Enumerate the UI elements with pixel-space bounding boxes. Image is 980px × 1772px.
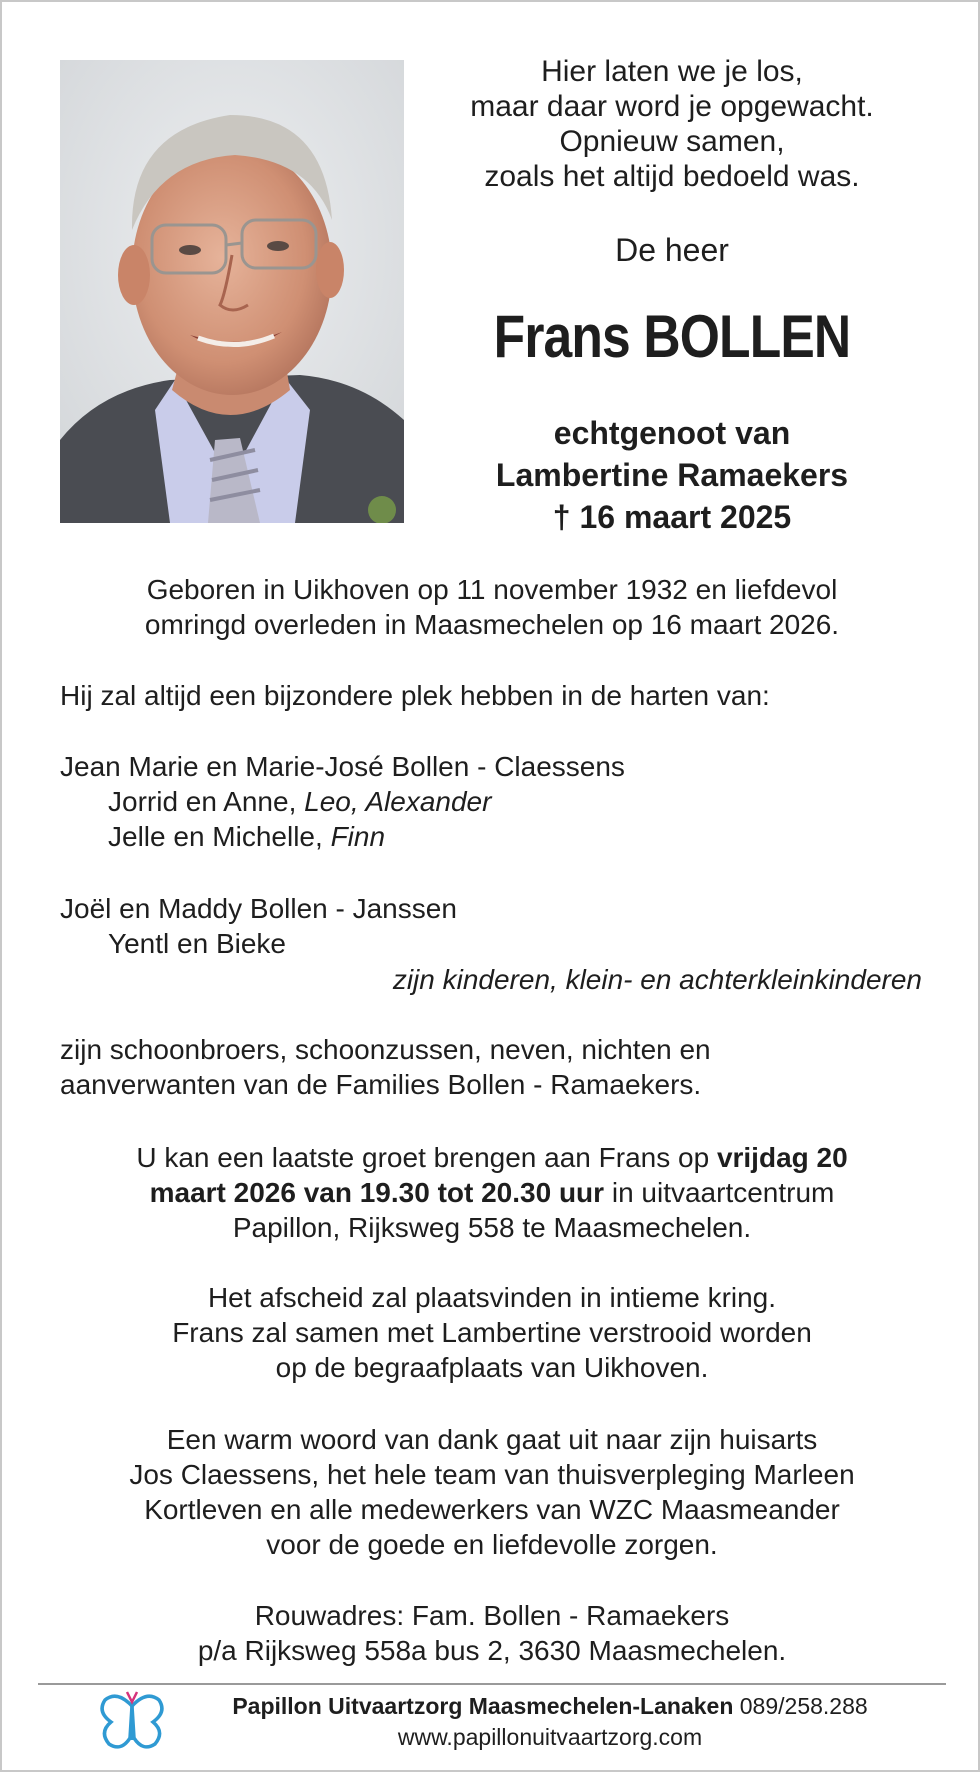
family-sub-children: Finn <box>330 821 386 852</box>
family-sub: Yentl en Bieke <box>108 928 286 959</box>
text-line: zijn schoonbroers, schoonzussen, neven, nichten en <box>60 1034 711 1065</box>
family-group-2 <box>60 891 457 961</box>
funeral-website[interactable]: www.papillonuitvaartzorg.com <box>397 1724 703 1750</box>
relatives-text <box>60 1032 711 1102</box>
text-line <box>42 1175 942 1210</box>
family-main: Jean Marie en Marie-José Bollen - Claessens <box>60 751 625 782</box>
family-sub <box>60 784 625 819</box>
visit-text: in uitvaartcentrum <box>604 1177 835 1208</box>
visit-date: vrijdag 20 <box>716 1142 848 1173</box>
text-line: aanverwanten van de Families Bollen - Ramaekers. <box>60 1069 702 1100</box>
family-role: zijn kinderen, klein- en achterkleinkinderen <box>392 964 922 995</box>
text-line: omringd overleden in Maasmechelen op 16 maart 2026. <box>144 609 840 640</box>
poem-line: Opnieuw samen, <box>559 125 785 158</box>
funeral-phone: 089/258.288 <box>733 1693 868 1719</box>
text-line: Kortleven en alle medewerkers van WZC Maasmeander <box>144 1494 840 1525</box>
text-line: Geboren in Uikhoven op 11 november 1932 en liefdevol <box>146 574 838 605</box>
text-line: Het afscheid zal plaatsvinden in intieme kring. <box>207 1282 777 1313</box>
text-line: Papillon, Rijksweg 558 te Maasmechelen. <box>232 1212 752 1243</box>
spouse-info <box>432 412 912 538</box>
spouse-line: echtgenoot van <box>553 415 791 451</box>
butterfly-icon <box>97 1688 167 1754</box>
family-sub <box>60 819 625 854</box>
poem-line: maar daar word je opgewacht. <box>470 90 874 123</box>
poem-line: zoals het altijd bedoeld was. <box>484 160 860 193</box>
birth-death-text <box>42 572 942 642</box>
spouse-name: Lambertine Ramaekers <box>495 457 849 493</box>
visit-text: U kan een laatste groet brengen aan Frans op <box>136 1142 717 1173</box>
family-sub-children: Leo, Alexander <box>304 786 492 817</box>
poem <box>432 54 912 194</box>
visitation-text <box>42 1140 942 1245</box>
intro-text: Hij zal altijd een bijzondere plek hebben in de harten van: <box>60 680 770 711</box>
mourning-address <box>42 1598 942 1668</box>
title-prefix: De heer <box>615 232 729 268</box>
text-line <box>42 1140 942 1175</box>
portrait-photo <box>60 60 404 523</box>
family-main: Joël en Maddy Bollen - Janssen <box>60 893 457 924</box>
text-line: Jos Claessens, het hele team van thuisverpleging Marleen <box>129 1459 855 1490</box>
poem-line: Hier laten we je los, <box>541 55 803 88</box>
footer-info <box>180 1691 920 1753</box>
visit-time: maart 2026 van 19.30 tot 20.30 uur <box>149 1177 605 1208</box>
deceased-name: Frans BOLLEN <box>493 303 851 370</box>
text-line: p/a Rijksweg 558a bus 2, 3630 Maasmechelen. <box>197 1635 787 1666</box>
text-line: Een warm woord van dank gaat uit naar zijn huisarts <box>166 1424 818 1455</box>
text-line: Frans zal samen met Lambertine verstrooid worden <box>172 1317 812 1348</box>
thanks-text <box>42 1422 942 1562</box>
funeral-company: Papillon Uitvaartzorg Maasmechelen-Lanaken <box>232 1693 734 1719</box>
portrait-illustration <box>60 60 404 523</box>
footer-divider <box>38 1683 946 1685</box>
footer-company-line <box>180 1691 920 1722</box>
text-line: Rouwadres: Fam. Bollen - Ramaekers <box>254 1600 730 1631</box>
family-sub-names: Jelle en Michelle, <box>108 821 331 852</box>
text-line: voor de goede en liefdevolle zorgen. <box>266 1529 718 1560</box>
family-group-1 <box>60 749 625 854</box>
family-sub-names: Jorrid en Anne, <box>108 786 305 817</box>
text-line: op de begraafplaats van Uikhoven. <box>275 1352 709 1383</box>
spouse-death-date: † 16 maart 2025 <box>552 499 792 535</box>
farewell-text <box>42 1280 942 1385</box>
